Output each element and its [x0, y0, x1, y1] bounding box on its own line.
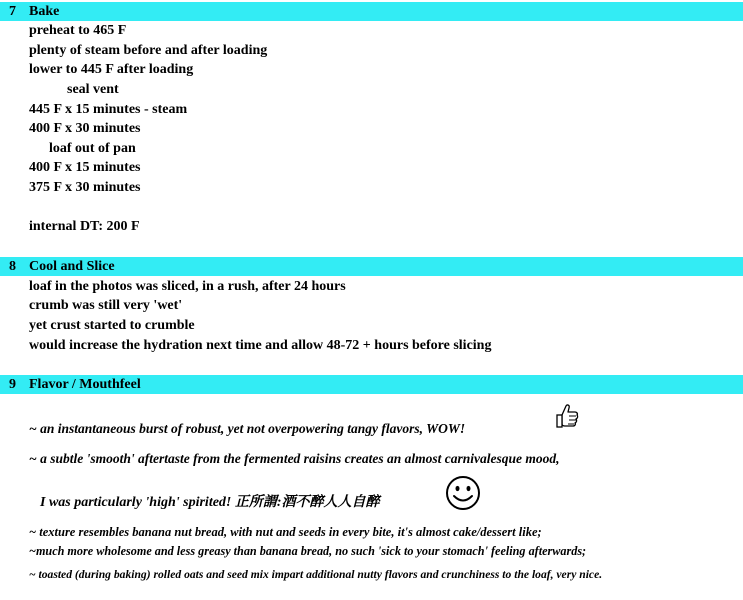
bake-step: 375 F x 30 minutes: [29, 180, 141, 195]
flavor-note: ~ toasted (during baking) rolled oats and seed mix impart additional nutty flavors and crunchiness to the loaf, very nice.: [29, 568, 603, 581]
flavor-note: ~ an instantaneous burst of robust, yet not overpowering tangy flavors, WOW!: [29, 421, 466, 436]
cool-note: crumb was still very 'wet': [29, 298, 183, 313]
section-header-cool-and-slice: [0, 257, 743, 276]
section-number: 7: [9, 3, 16, 19]
bake-step: lower to 445 F after loading: [29, 62, 194, 77]
cool-note: yet crust started to crumble: [29, 318, 195, 333]
bake-step: 400 F x 15 minutes: [29, 160, 141, 175]
bake-step: internal DT: 200 F: [29, 219, 140, 234]
bake-step: seal vent: [67, 82, 119, 97]
bake-step: plenty of steam before and after loading: [29, 43, 268, 58]
flavor-note: ~ texture resembles banana nut bread, with nut and seeds in every bite, it's almost cake/dessert like;: [29, 525, 542, 539]
bake-step: loaf out of pan: [49, 141, 136, 156]
flavor-note: I was particularly 'high' spirited! 正所謂:酒不醉人人自醉: [40, 495, 380, 510]
flavor-note: ~ a subtle 'smooth' aftertaste from the fermented raisins creates an almost carnivalesque mood,: [29, 451, 560, 466]
section-title: Cool and Slice: [29, 258, 115, 274]
bake-step: 400 F x 30 minutes: [29, 121, 141, 136]
flavor-note: ~much more wholesome and less greasy than banana bread, no such 'sick to your stomach' feeling afterwards;: [29, 544, 587, 558]
section-number: 9: [9, 376, 16, 392]
bake-step: preheat to 465 F: [29, 23, 127, 38]
section-header-bake: [0, 2, 743, 21]
section-title: Flavor / Mouthfeel: [29, 376, 141, 392]
smiley-face-icon: [445, 475, 481, 511]
cool-note: would increase the hydration next time and allow 48-72 + hours before slicing: [29, 338, 492, 353]
section-title: Bake: [29, 3, 60, 19]
cool-note: loaf in the photos was sliced, in a rush, after 24 hours: [29, 279, 346, 294]
bake-step: 445 F x 15 minutes - steam: [29, 102, 188, 117]
section-header-flavor-mouthfeel: [0, 375, 743, 394]
thumbs-up-icon: [553, 402, 581, 432]
section-number: 8: [9, 258, 16, 274]
